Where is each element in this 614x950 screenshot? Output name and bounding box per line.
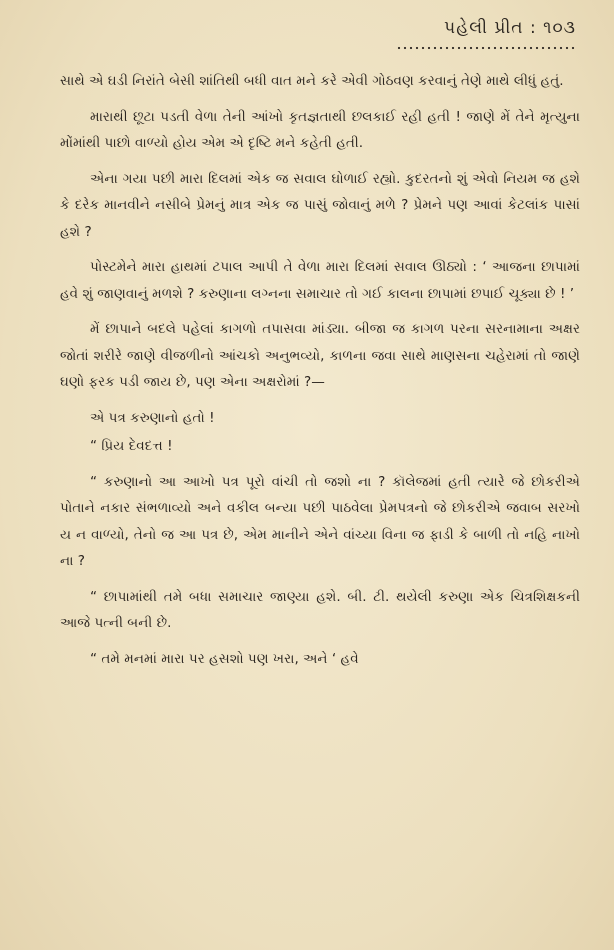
paragraph: મેં છાપાને બદલે પહેલાં કાગળો તપાસવા માંડ્યા. બીજા જ કાગળ પરના સરનામાના અક્ષર જોતાં શરીરે જાણે વીજળીનો આંચકો અનુભવ્યો, કાળના જવા સાથે માણસના ચહેરામાં તો જાણે ઘણો ફરક પડી જાય છે, પણ એના અક્ષરોમાં ?—: [60, 321, 580, 390]
body-text: [60, 68, 580, 681]
running-head: પહેલી પ્રીત : ૧૦૩: [444, 18, 576, 38]
paragraph: “ કરુણાનો આ આખો પત્ર પૂરો વાંચી તો જશો ના ? કૉલેજમાં હતી ત્યારે જે છોકરીએ પોતાને નકાર સંભળાવ્યો અને વકીલ બન્યા પછી પાઠવેલા પ્રેમપત્રનો જે છોકરીએ જવાબ સરખો ય ન વાળ્યો, તેનો જ આ પત્ર છે, એમ માનીને એને વાંચ્યા વિના જ ફાડી કે બાળી તો નહિ નાખો ના ?: [60, 473, 580, 569]
paragraph: સાથે એ ઘડી નિરાંતે બેસી શાંતિથી બધી વાત મને કરે એવી ગોઠવણ કરવાનું તેણે માથે લીધું હતું.: [60, 73, 564, 89]
letter-salutation: “ પ્રિય દેવદત્ત !: [90, 438, 173, 454]
dotted-rule: [396, 46, 576, 50]
paragraph: એ પત્ર કરુણાનો હતો !: [90, 409, 215, 426]
paragraph: પોસ્ટમેને મારા હાથમાં ટપાલ આપી તે વેળા મારા દિલમાં સવાલ ઊઠ્યો : ‘ આજના છાપામાં હવે શું જાણવાનું મળશે ? કરુણાના લગ્નના સમાચાર તો ગઈ કાલના છાપામાં છપાઈ ચૂક્યા છે ! ’: [60, 259, 580, 302]
paragraph: એના ગયા પછી મારા દિલમાં એક જ સવાલ ઘોળાઈ રહ્યો. કુદરતનો શું એવો નિયમ જ હશે કે દરેક માનવીને નસીબે પ્રેમનું માત્ર એક જ પાસું જોવાનું મળે ? પ્રેમને પણ આવાં કેટલાંક પાસાં હશે ?: [60, 170, 580, 240]
paragraph: “ તમે મનમાં મારા પર હસશો પણ ખરા, અને ‘ હવે: [90, 650, 359, 667]
paragraph: “ છાપામાંથી તમે બધા સમાચાર જાણ્યા હશે. બી. ટી. થયેલી કરુણા એક ચિત્રશિક્ષકની આજે પત્ની બની છે.: [60, 588, 580, 631]
paragraph: મારાથી છૂટા પડતી વેળા તેની આંખો કૃતજ્ઞતાથી છલકાઈ રહી હતી ! જાણે મેં તેને મૃત્યુના મોંમાંથી પાછો વાળ્યો હોય એમ એ દૃષ્ટિ મને કહેતી હતી.: [60, 108, 580, 151]
